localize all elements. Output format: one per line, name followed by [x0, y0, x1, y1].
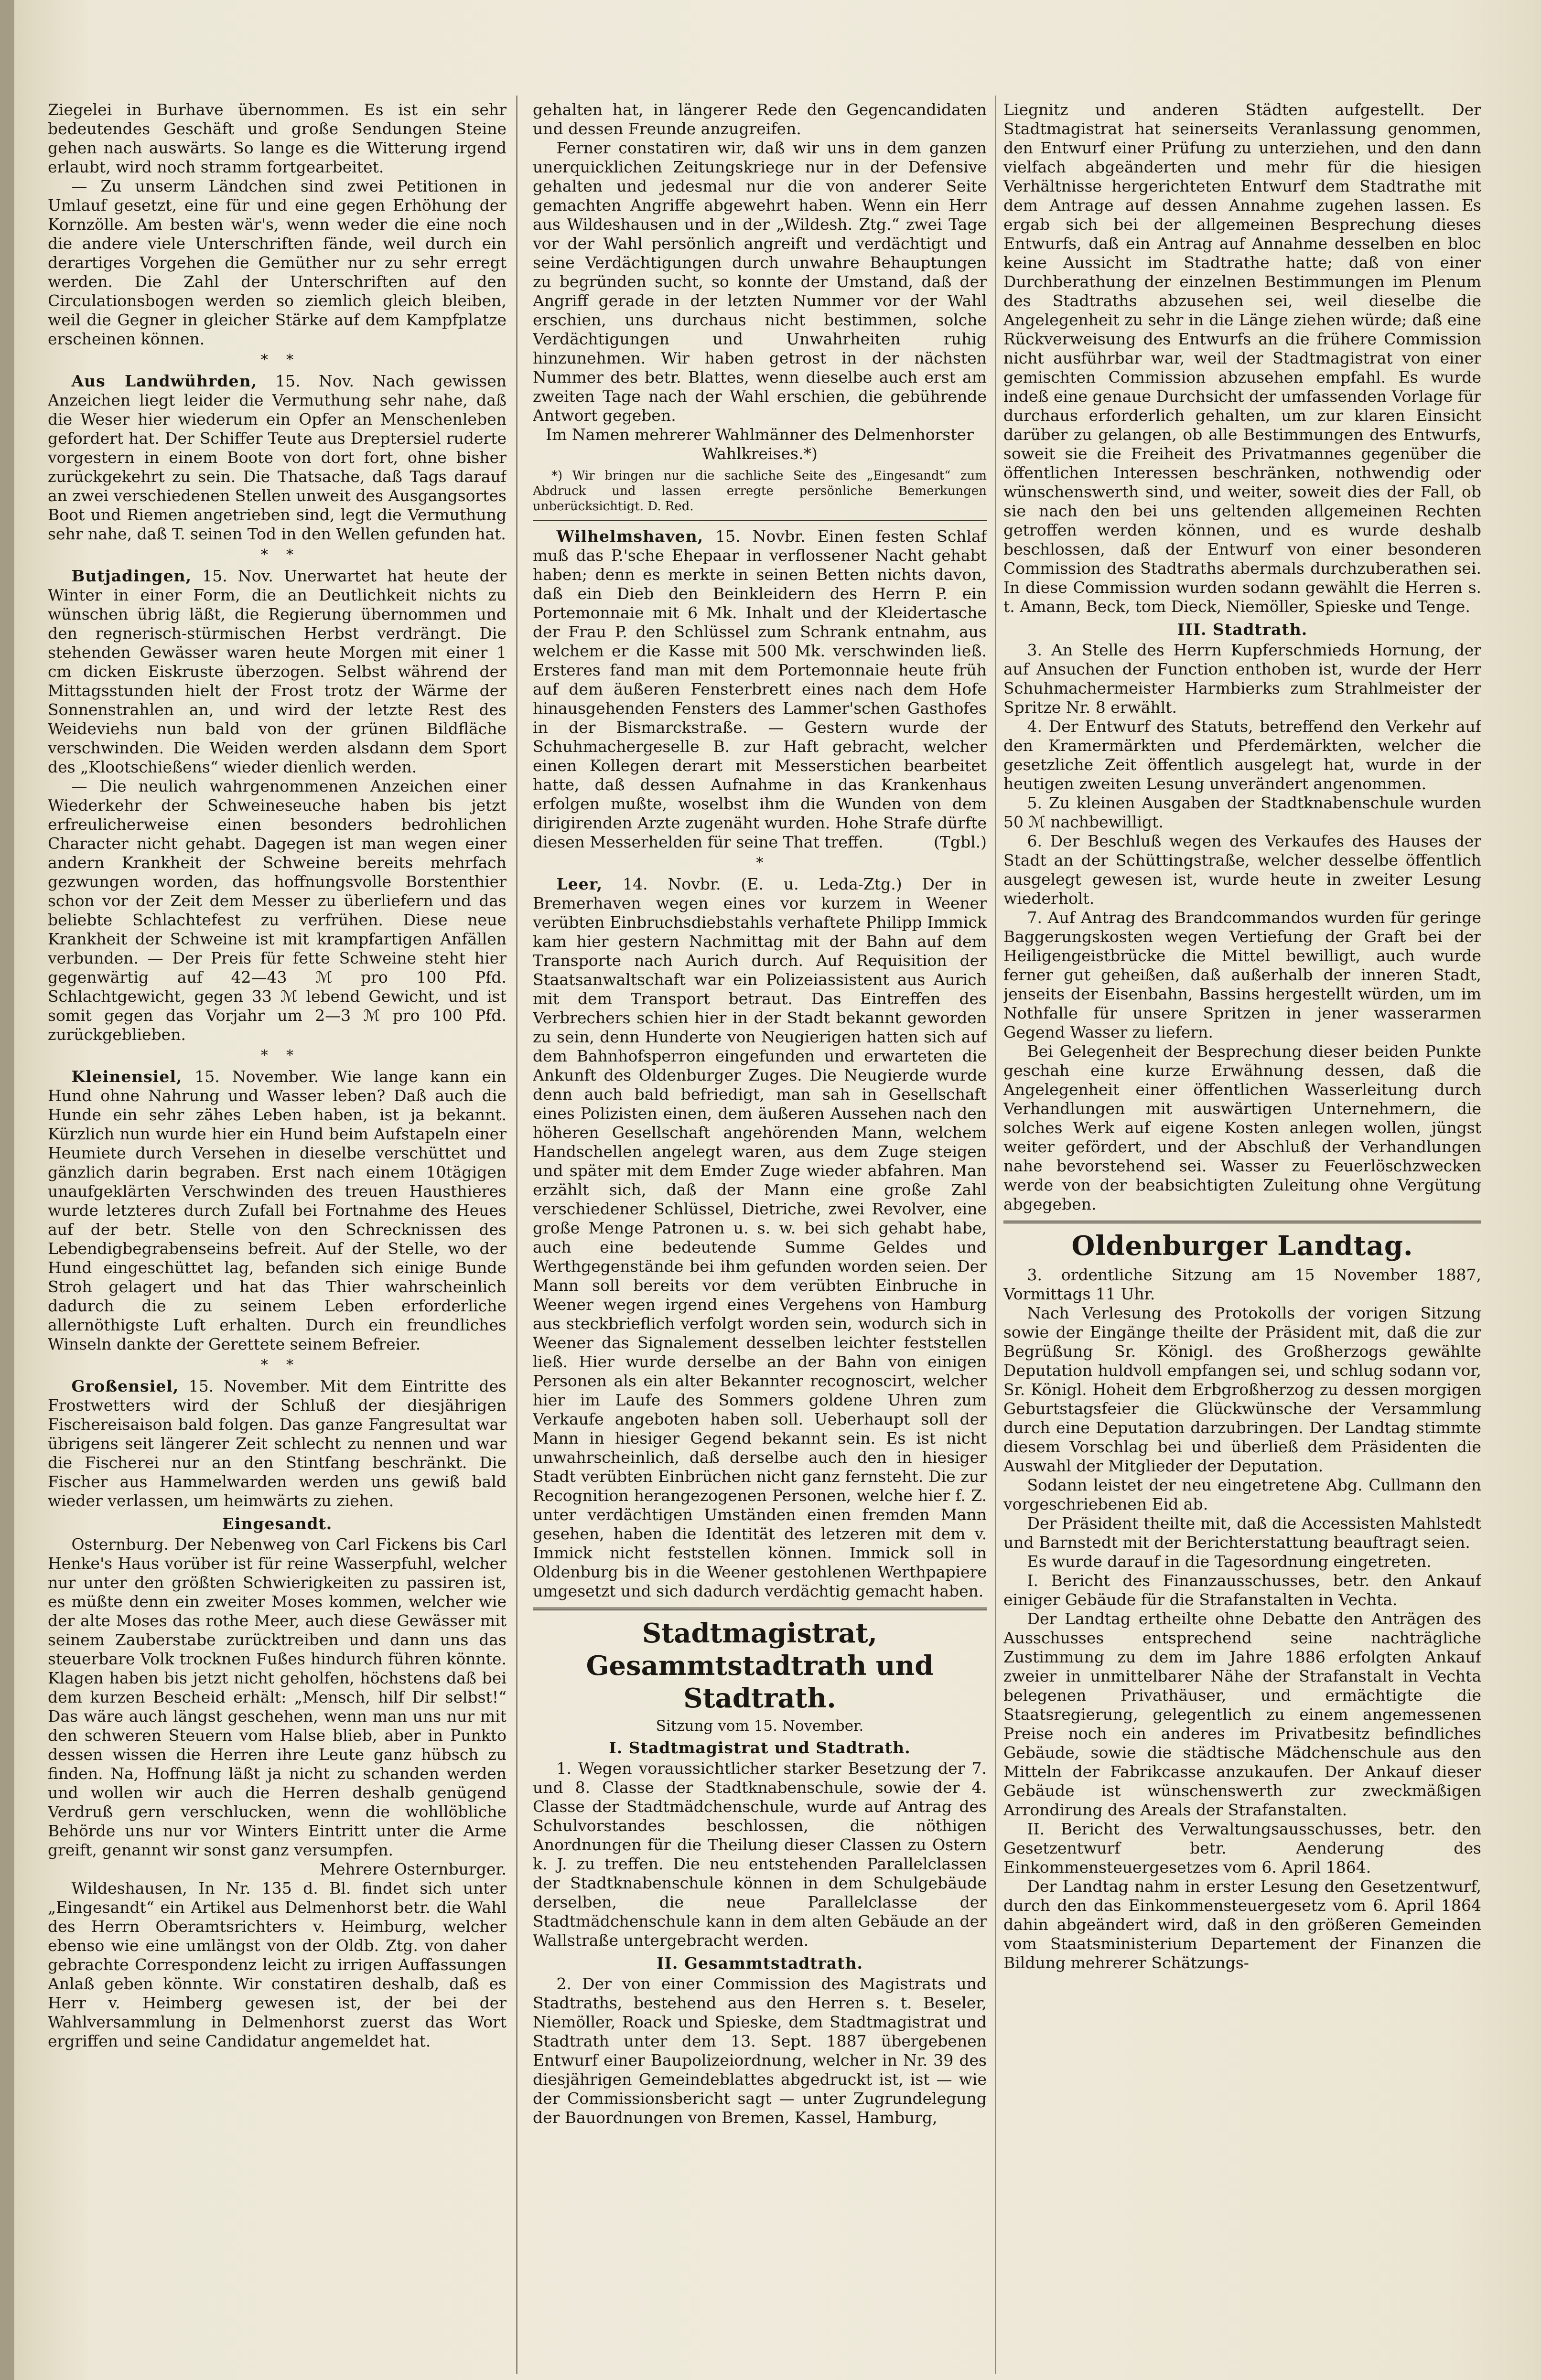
- article-paragraph: gehalten hat, in längerer Rede den Gegencandidaten und dessen Freunde anzugreifen.: [533, 100, 987, 138]
- article-paragraph: 1. Wegen voraussichtlicher starker Besetzung der 7. und 8. Classe der Stadtknabenschule, sowie der 4. Classe der Stadtmädchenschule, wurde auf Antrag des Schulvorstandes beschlossen, die nöthigen Anordnungen für die Theilung dieser Classen zu Ostern k. J. zu treffen. Die neu entstehenden Parallelclassen der Stadtknabenschule können in dem Schulgebäude derselben, die neue Parallelclasse der Stadtmädchenschule kann in dem alten Gebäude an der Wallstraße untergebracht werden.: [533, 1759, 987, 1950]
- dateline: Leer,: [556, 875, 603, 893]
- article-paragraph: Bei Gelegenheit der Besprechung dieser beiden Punkte geschah eine kurze Erwähnung dessen, daß die Angelegenheit einer öffentlichen Wasserleitung durch Verhandlungen mit auswärtigen Unternehmern, die solches Werk auf eigene Kosten anlegen wollen, jüngst weiter gefördert, und der Abschluß der Verhandlungen nahe bevorstehend sei. Wasser zu Feuerlöschzwecken werde von der beabsichtigten Zuleitung ohne Vergütung abgegeben.: [1003, 1042, 1481, 1213]
- dateline: Großensiel,: [71, 1377, 179, 1395]
- separator: * *: [260, 1047, 294, 1064]
- separator: *: [756, 855, 764, 871]
- article-paragraph: — Die neulich wahrgenommenen Anzeichen einer Wiederkehr der Schweineseuche haben bis jetzt erfreulicherweise einen besonders bedrohlichen Character nicht gehabt. Dagegen ist man wegen einer andern Krankheit der Schweine bereits mehrfach gezwungen worden, das hoffnungsvolle Borstenthier schon vor der Zeit dem Messer zu überliefern und das beliebte Schlachtefest zu verfrühen. Diese neue Krankheit der Schweine ist mit krampfartigen Anfällen verbunden. — Der Preis für fette Schweine steht hier gegenwärtig auf 42—43 ℳ pro 100 Pfd. Schlachtgewicht, gegen 33 ℳ lebend Gewicht, und ist somit gegen das Vorjahr um 2—3 ℳ pro 100 Pfd. zurückgeblieben.: [48, 777, 506, 1044]
- article-paragraph: 5. Zu kleinen Ausgaben der Stadtknabenschule wurden 50 ℳ nachbewilligt.: [1003, 793, 1481, 831]
- dateline: Aus Landwührden,: [71, 372, 257, 390]
- article-paragraph: Der Präsident theilte mit, daß die Accessisten Mahlstedt und Barnstedt mit der Berichterstattung beauftragt seien.: [1003, 1514, 1481, 1552]
- separator: * *: [260, 1357, 294, 1373]
- article-text: 15. Nov. Unerwartet hat heute der Winter in einer Form, die an Deutlichkeit nichts zu wünschen übrig läßt, die Regierung übernommen und den regnerisch-stürmischen Herbst verdrängt. Die stehenden Gewässer waren heute Morgen mit einer 1 cm dicken Eiskruste überzogen. Selbst während der Mittagsstunden hielt der Frost trotz der Wärme der Sonnenstrahlen an, und wird der letzte Rest des Weideviehs nun bald von der grünen Bildfläche verschwinden. Die Weiden werden alsdann dem Sport des „Klootschießens“ wieder dienlich werden.: [48, 567, 506, 776]
- article-paragraph: Nach Verlesung des Protokolls der vorigen Sitzung sowie der Eingänge theilte der Präsident mit, daß die zur Begrüßung Sr. Königl. des Großherzogs gewählte Deputation huldvoll empfangen sei, und schlug sodann vor, Sr. Königl. Hoheit dem Erbgroßherzog zu dessen morgigen Geburtstagsfeier die Glückwünsche der Versammlung durch eine Deputation darzubringen. Der Landtag stimmte diesem Vorschlag bei und überließ dem Präsidenten die Auswahl der Mitglieder der Deputation.: [1003, 1304, 1481, 1475]
- column-rule: [995, 96, 996, 2374]
- subsection-heading: I. Stadtmagistrat und Stadtrath.: [609, 1738, 911, 1757]
- subsection-heading: III. Stadtrath.: [1177, 620, 1308, 639]
- column-rule: [516, 96, 517, 2374]
- section-heading-eingesandt: Eingesandt.: [222, 1514, 333, 1533]
- article-kleinensiel: [48, 1067, 506, 1354]
- subsection-heading: II. Gesammtstadtrath.: [656, 1954, 863, 1973]
- article-leer: [533, 875, 987, 1601]
- article-paragraph: 2. Der von einer Commission des Magistrats und Stadtraths, bestehend aus den Herren s. t. Beseler, Niemöller, Roack und Spieske, dem Stadtmagistrat und Stadtrath unter dem 13. Sept. 1887 übergebenen Entwurf einer Baupolizeiordnung, welcher in Nr. 39 des diesjährigen Gemeindeblattes abgedruckt ist, ist — wie der Commissionsbericht sagt — unter Zugrundelegung der Bauordnungen von Bremen, Kassel, Hamburg,: [533, 1974, 987, 2127]
- article-paragraph: Der Landtag nahm in erster Lesung den Gesetzentwurf, durch den das Einkommensteuergesetz vom 6. April 1864 dahin abgeändert wird, daß in den größeren Gemeinden vom Staatsministerium Departement der Finanzen die Bildung mehrerer Schätzungs-: [1003, 1877, 1481, 1972]
- article-grossensiel: [48, 1377, 506, 1511]
- article-paragraph: — Zu unserm Ländchen sind zwei Petitionen in Umlauf gesetzt, eine für und eine gegen Erhöhung der Kornzölle. Am besten wär's, wenn weder die eine noch die andere viele Unterschriften fände, weil durch ein derartiges Vorgehen die Gemüther nur zu sehr erregt werden. Die Zahl der Unterschriften auf den Circulationsbogen werden so ziemlich gleich bleiben, weil die Gegner in gleicher Stärke auf dem Kampfplatze erscheinen können.: [48, 177, 506, 348]
- session-line: 3. ordentliche Sitzung am 15 November 1887, Vormittags 11 Uhr.: [1003, 1265, 1481, 1303]
- article-paragraph: I. Bericht des Finanzausschusses, betr. den Ankauf einiger Gebäude für die Strafanstalten in Vechta.: [1003, 1571, 1481, 1609]
- dateline: Butjadingen,: [71, 567, 192, 585]
- article-text: 15. Novbr. Einen festen Schlaf muß das P.'sche Ehepaar in verflossener Nacht gehabt haben; denn es merkte in seinen Betten nichts davon, daß ein Dieb den Beinkleidern des Herrn P. ein Portemonnaie mit 6 Mk. Inhalt und der Kleidertasche der Frau P. den Schlüssel zum Schrank entnahm, aus welchem er die Kasse mit 500 Mk. verschwinden ließ. Ersteres fand man mit dem Portemonnaie heute früh auf dem äußeren Fensterbrett eines nach dem Hofe hinausgehenden Fensters des Lammer'schen Gasthofes in der Bismarckstraße. — Gestern wurde der Schuhmachergeselle B. zur Haft gebracht, welcher einen Kollegen derart mit Messerstichen bearbeitet hatte, daß dessen Aufnahme in das Krankenhaus erfolgen mußte, woselbst ihm die Wunden von dem dirigirenden Arzte zugenäht wurden. Hohe Strafe dürfte diesen Messerhelden für seine That treffen.: [533, 527, 987, 851]
- column-right: [1003, 100, 1481, 2374]
- footnote: *) Wir bringen nur die sachliche Seite des „Eingesandt“ zum Abdruck und lassen erregte persönliche Bemerkungen unberücksichtigt. D. Red.: [533, 469, 987, 514]
- newspaper-page: [14, 0, 1541, 2380]
- article-text: 14. Novbr. (E. u. Leda-Ztg.) Der in Bremerhaven wegen eines vor kurzem in Weener verübten Einbruchsdiebstahls verhaftete Philipp Immick kam hier gestern Nachmittag mit der Bahn auf dem Transporte nach Aurich durch. Auf Requisition der Staatsanwaltschaft war ein Polizeiassistent aus Aurich mit dem Transport betraut. Das Eintreffen des Verbrechers schien hier in der Stadt bekannt geworden zu sein, denn Hunderte von Neugierigen hatten sich auf dem Bahnhofsperron eingefunden und erwarteten die Ankunft des Oldenburger Zuges. Die Neugierde wurde denn auch bald befriedigt, man sah in Gesellschaft eines Polizisten einen, dem äußeren Aussehen nach den höheren Gesellschaft angehörenden Mann, welchem Handschellen angelegt waren, aus dem Zuge steigen und später mit dem Emder Zuge wieder abfahren. Man erzählt sich, daß der Mann eine große Zahl verschiedener Schlüssel, Dietriche, zwei Revolver, eine große Menge Patronen u. s. w. bei sich gehabt habe, auch eine bedeutende Summe Geldes und Werthgegenstände bei ihm gefunden worden seien. Der Mann soll bereits vor dem verübten Einbruche in Weener wegen irgend eines Vergehens von Hamburg aus steckbrieflich verfolgt worden sein, wodurch sich in Weener das Signalement desselben leichter feststellen ließ. Hier wurde derselbe an der Bahn von einigen Personen als ein alter Bekannter recognoscirt, welcher hier im Laufe des Sommers goldene Uhren zum Verkaufe angeboten haben soll. Ueberhaupt soll der Mann in hiesiger Gegend bekannt sein. Es ist nicht unwahrscheinlich, daß derselbe auch den in hiesiger Stadt verübten Einbrüchen nicht ganz fernsteht. Die zur Recognition herangezogenen Personen, welche hier f. Z. unter verdächtigen Umständen einen fremden Mann gesehen, haben die Identität des letzeren mit dem v. Immick nicht feststellen können. Immick soll in Oldenburg bis in die Weener gestohlenen Werthpapiere umgesetzt und sich dadurch verdächtig gemacht haben.: [533, 875, 987, 1600]
- divider: [1003, 1221, 1481, 1223]
- section-heading-landtag: Oldenburger Landtag.: [1071, 1230, 1413, 1262]
- article-paragraph: 3. An Stelle des Herrn Kupferschmieds Hornung, der auf Ansuchen der Function enthoben ist, wurde der Herr Schuhmachermeister Harmbierks zum Strahlmeister der Spritze Nr. 8 erwählt.: [1003, 641, 1481, 717]
- signature: Im Namen mehrerer Wahlmänner des Delmenhorster Wahlkreises.*): [546, 425, 974, 463]
- article-paragraph: Liegnitz und anderen Städten aufgestellt. Der Stadtmagistrat hat seinerseits Veranlassung genommen, den Entwurf einer Prüfung zu unterziehen, und den dann vielfach abgeänderten und mehr für die hiesigen Verhältnisse hergerichteten Entwurf dem Stadtrathe mit dem Antrage auf dessen Annahme zugehen lassen. Es ergab sich bei der allgemeinen Besprechung dieses Entwurfs, daß ein Antrag auf Annahme desselben en bloc keine Aussicht im Stadtrathe hatte; daß von einer Durchberathung der einzelnen Bestimmungen im Plenum des Stadtraths abzusehen sei, weil dieselbe die Angelegenheit zu sehr in die Länge ziehen würde; daß eine Rückverweisung des Entwurfs an die frühere Commission nicht ausführbar war, weil der Stadtmagistrat von einer gemischten Commission abzusehen empfahl. Es wurde indeß eine genaue Durchsicht der umfassenden Vorlage für durchaus erforderlich gehalten, um zur klaren Einsicht darüber zu gelangen, ob alle Bestimmungen des Entwurfs, soweit sie die Freiheit des Privatmannes gegenüber die öffentlichen Interessen beschränken, nothwendig oder wünschenswerth sind, und weiter, soweit dies der Fall, ob sie nach den bei uns geltenden allgemeinen Rechten getroffen werden können, und es wurde deshalb beschlossen, daß der Entwurf von einer besonderen Commission des Stadtraths abermals durchzuberathen sei. In diese Commission wurden sodann gewählt die Herren s. t. Amann, Beck, tom Dieck, Niemöller, Spieske und Tenge.: [1003, 100, 1481, 616]
- article-paragraph: Osternburg. Der Nebenweg von Carl Fickens bis Carl Henke's Haus vorüber ist für reine Wasserpfuhl, welcher nur unter den größten Schwierigkeiten zu passiren ist, es müßte denn ein zweiter Moses kommen, welcher wie der alte Moses das rothe Meer, auch diese Gewässer mit seinem Zauberstabe zurücktreiben und dann uns das steuerbare Volk trocknen Fußes hindurch führen könnte. Klagen haben bis jetzt nicht geholfen, höchstens daß bei dem kurzen Bescheid erhält: „Mensch, hilf Dir selbst!“ Das wäre auch längst geschehen, wenn man uns nur mit den schweren Steuern vom Halse blieb, aber in Punkto dessen wissen die Herren ihre Leute ganz hübsch zu finden. Na, Hoffnung läßt ja nicht zu schanden werden und wollen wir auch die Herren deshalb genügend Verdruß gern verschlucken, wenn die wohllöbliche Behörde uns nur vor Winters Eintritt unter die Arme greift, genannt wir sonst ganz versumpfen.: [48, 1535, 506, 1859]
- signature: Mehrere Osternburger.: [320, 1860, 506, 1878]
- article-paragraph: Wildeshausen, In Nr. 135 d. Bl. findet sich unter „Eingesandt“ ein Artikel aus Delmenhorst betr. die Wahl des Herrn Oberamtsrichters v. Heimburg, welcher ebenso wie eine umlängst von der Oldb. Ztg. von daher gebrachte Correspondenz leicht zu irrigen Auffassungen Anlaß geben könnte. Wir constatiren deshalb, daß es Herr v. Heimberg gewesen ist, der bei der Wahlversammlung in Delmenhorst zuerst das Wort ergriffen und seine Candidatur angemeldet hat.: [48, 1879, 506, 2050]
- separator: * *: [260, 352, 294, 368]
- article-paragraph: 7. Auf Antrag des Brandcommandos wurden für geringe Baggerungskosten wegen Vertiefung der Graft bei der Heiligengeistbrücke die Mittel bewilligt, auch wurde ferner gut geheißen, daß außerhalb der inneren Stadt, jenseits der Eisenbahn, Bassins hergestellt würden, um im Nothfalle für unsere Spritzen in jener wasserarmen Gegend Wasser zu liefern.: [1003, 908, 1481, 1041]
- source-note: (Tgbl.): [933, 833, 987, 851]
- column-left: [48, 100, 506, 2374]
- dateline: Kleinensiel,: [71, 1067, 183, 1086]
- article-paragraph: 6. Der Beschluß wegen des Verkaufes des Hauses der Stadt an der Schüttingstraße, welcher desselbe öffentlich ausgelegt gewesen ist, wurde heute in zweiter Lesung wiederholt.: [1003, 832, 1481, 908]
- binding-gutter: [0, 0, 14, 2380]
- article-paragraph: 4. Der Entwurf des Statuts, betreffend den Verkehr auf den Kramermärkten und Pferdemärkten, welcher die gesetzliche Zeit öffentlich ausgelegt hat, wurde in der heutigen zweiten Lesung unverändert angenommen.: [1003, 717, 1481, 793]
- article-paragraph: Ziegelei in Burhave übernommen. Es ist ein sehr bedeutendes Geschäft und große Sendungen Steine gehen nach auswärts. So lange es die Witterung irgend erlaubt, wird noch stramm fortgearbeitet.: [48, 100, 506, 176]
- session-date: Sitzung vom 15. November.: [656, 1717, 864, 1735]
- article-text: 15. November. Wie lange kann ein Hund ohne Nahrung und Wasser leben? Daß auch die Hunde ein sehr zähes Leben haben, ist ja bekannt. Kürzlich nun wurde hier ein Hund beim Aufstapeln einer Heumiete durch Versehen in dieselbe verschüttet und gänzlich darin begraben. Erst nach einem 10tägigen unaufgeklärten Verschwinden des treuen Hausthieres wurde letzteres durch Zufall bei Fortnahme des Heues auf der betr. Stelle von den Schrecknissen des Lebendigbegrabenseins befreit. Auf der Stelle, wo der Hund eingeschüttet lag, befanden sich einige Bunde Stroh gelagert und hat das Thier wahrscheinlich dadurch die zu seinem Leben erforderliche allernöthigste Luft erhalten. Durch ein freundliches Winseln dankte der Gerettete seinem Befreier.: [48, 1067, 506, 1353]
- divider: [533, 520, 987, 521]
- article-paragraph: Ferner constatiren wir, daß wir uns in dem ganzen unerquicklichen Zeitungskriege nur in der Defensive gehalten und jedesmal nur die von anderer Seite gemachten Angriffe abgewehrt haben. Wenn ein Herr aus Wildeshausen und in der „Wildesh. Ztg.“ zwei Tage vor der Wahl persönlich angreift und verdächtigt und seine Verdächtigungen durch unwahre Behauptungen zu begründen sucht, so konnte der Umstand, daß der Angriff gerade in der letzten Nummer vor der Wahl erschien, uns durchaus nicht bestimmen, solche Verdächtigungen und Unwahrheiten ruhig hinzunehmen. Wir haben getrost in der nächsten Nummer des betr. Blattes, wenn dieselbe auch erst am zweiten Tage nach der Wahl erschien, die gebührende Antwort gegeben.: [533, 139, 987, 425]
- section-heading-stadtmagistrat: Stadtmagistrat, Gesammtstadtrath und Stadtrath.: [586, 1618, 934, 1714]
- divider: [533, 1608, 987, 1610]
- article-text: 15. November. Mit dem Eintritte des Frostwetters wird der Schluß der diesjährigen Fischereisaison bald folgen. Das ganze Fangresultat war übrigens seit längerer Zeit schlecht zu nennen und war die Fischerei nur an den Stintfang beschränkt. Die Fischer aus Hammelwarden werden uns gewiß bald wieder verlassen, um heimwärts zu ziehen.: [48, 1377, 506, 1510]
- article-butjadingen: [48, 567, 506, 777]
- article-paragraph: Es wurde darauf in die Tagesordnung eingetreten.: [1027, 1552, 1432, 1571]
- separator: * *: [260, 547, 294, 563]
- article-landwuehrden: [48, 372, 506, 544]
- article-paragraph: II. Bericht des Verwaltungsausschusses, betr. den Gesetzentwurf betr. Aenderung des Einkommensteuergesetzes vom 6. April 1864.: [1003, 1820, 1481, 1876]
- article-text: 15. Nov. Nach gewissen Anzeichen liegt leider die Vermuthung sehr nahe, daß die Weser hier wiederum ein Opfer an Menschenleben gefordert hat. Der Schiffer Teute aus Dreptersiel ruderte vorgestern in einem Boote von dort fort, ohne bisher zurückgekehrt zu sein. Die Thatsache, daß Tags darauf an zwei verschiedenen Stellen unweit des Ausgangsortes Boot und Riemen angetrieben sind, legt die Vermuthung sehr nahe, daß T. seinen Tod in den Wellen gefunden hat.: [48, 372, 506, 543]
- dateline: Wilhelmshaven,: [556, 527, 704, 546]
- article-paragraph: Der Landtag ertheilte ohne Debatte den Anträgen des Ausschusses entsprechend seine nachträgliche Zustimmung zu dem im Jahre 1886 erfolgten Ankauf zweier in unmittelbarer Nähe der Strafanstalt in Vechta belegenen Privathäuser, und ermächtigte die Staatsregierung, gelegentlich zu einem angemessenen Preise noch ein anderes im Privatbesitz befindliches Gebäude, sowie die städtische Mädchenschule aus den Mitteln der Fabrikcasse anzukaufen. Der Ankauf dieser Gebäude ist wünschenswerth zur zweckmäßigen Arrondirung des Areals der Strafanstalten.: [1003, 1609, 1481, 1819]
- article-wilhelmshaven: [533, 527, 987, 852]
- article-paragraph: Sodann leistet der neu eingetretene Abg. Cullmann den vorgeschriebenen Eid ab.: [1003, 1476, 1481, 1513]
- column-middle: [533, 100, 987, 2374]
